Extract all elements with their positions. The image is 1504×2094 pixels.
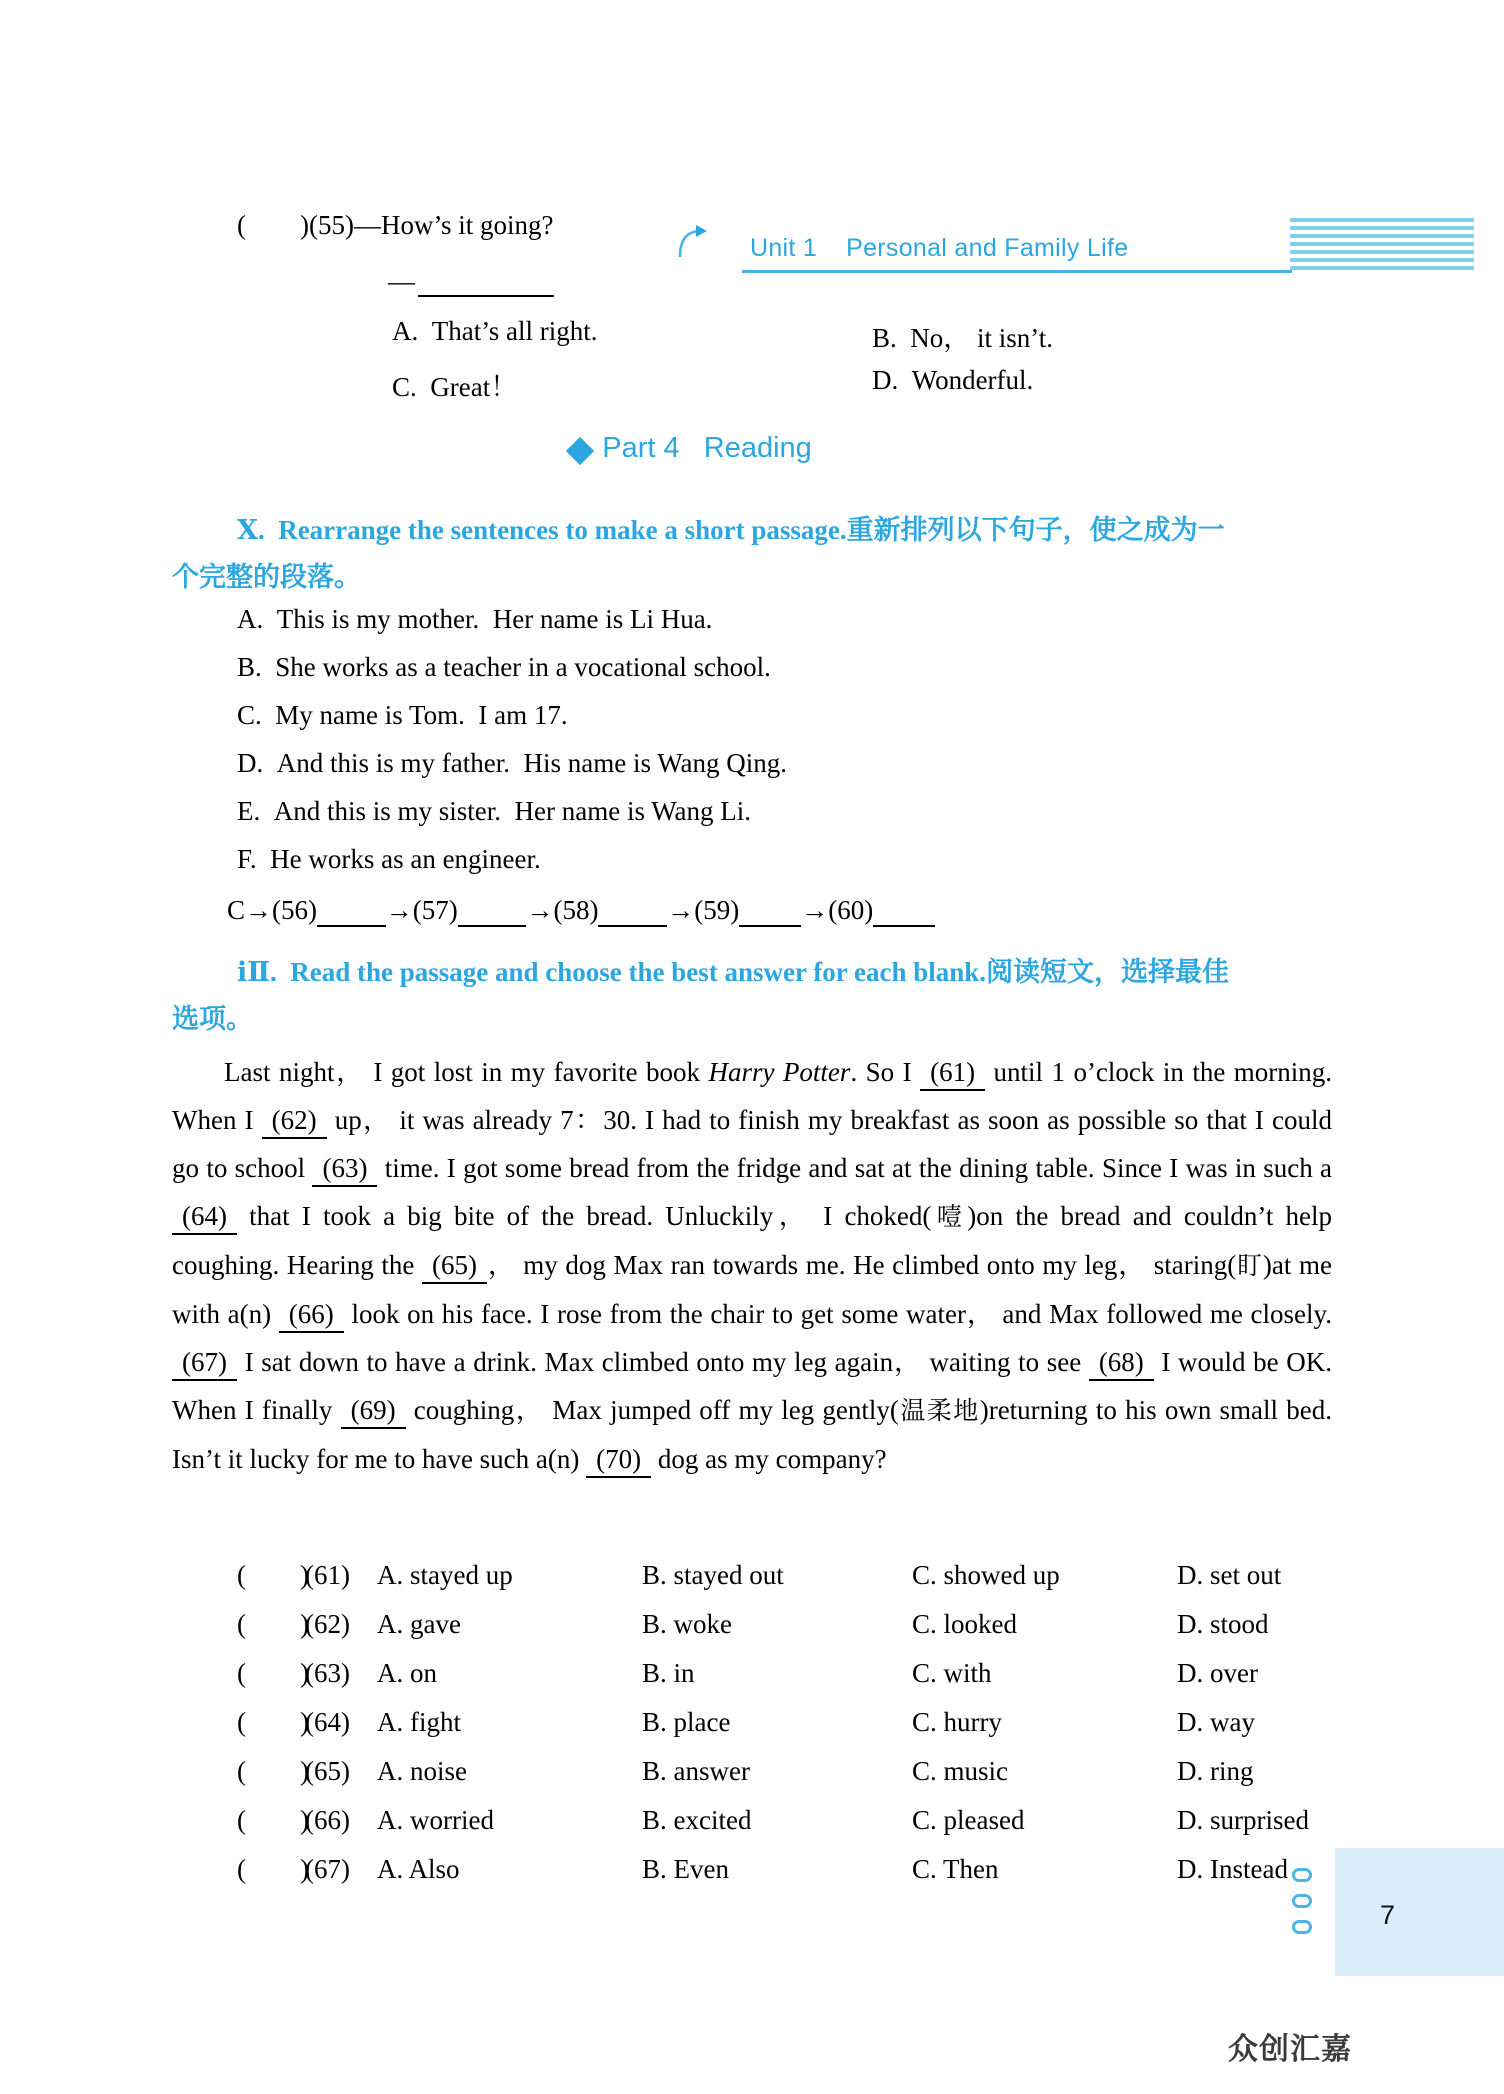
question-text: —How’s it going? <box>353 210 554 240</box>
passage-blank-70[interactable]: (70) <box>586 1444 651 1478</box>
cloze-answer-row <box>237 1756 1337 1805</box>
passage-blank-68[interactable]: (68) <box>1089 1347 1154 1381</box>
chain-item-57: (57) <box>412 895 458 925</box>
passage-gloss-cn-11: 噎 <box>931 1202 968 1231</box>
blank-number-62: (62) <box>305 1609 350 1639</box>
sentence-c-text: My name is Tom. I am 17. <box>275 700 568 730</box>
chain-blank-59[interactable] <box>739 895 801 927</box>
rearrange-sentence-f[interactable] <box>237 844 541 875</box>
curved-arrow-icon <box>676 224 710 258</box>
sentence-a-key: A. <box>237 604 264 634</box>
choice-d-63[interactable]: D. over <box>1177 1658 1258 1688</box>
passage-text-2: . So I <box>850 1057 921 1087</box>
passage-text-4: until 1 o’clock in the morning. When I <box>172 1057 1333 1135</box>
chain-item-56: (56) <box>272 895 317 925</box>
answer-bracket-61[interactable]: ( ) <box>237 1560 309 1590</box>
choice-d-65[interactable]: D. ring <box>1177 1756 1254 1786</box>
blank-number-61: (61) <box>305 1560 350 1590</box>
header-unit-title: Personal and Family Life <box>846 234 1129 262</box>
choice-c-61[interactable]: C. showed up <box>912 1560 1060 1590</box>
choice-a-64[interactable]: A. fight <box>377 1707 461 1737</box>
section-xii-title-en: Read the passage and choose the best answer for each blank. <box>290 957 987 987</box>
section-xi-number: Ⅹ. <box>237 515 265 545</box>
choice-d-62[interactable]: D. stood <box>1177 1609 1269 1639</box>
passage-blank-69[interactable]: (69) <box>341 1395 406 1429</box>
page-number-tab <box>1335 1848 1504 1976</box>
cloze-answer-row <box>237 1560 1337 1609</box>
question-55-reply-dash: — <box>388 266 415 296</box>
option-b[interactable] <box>872 316 1053 355</box>
chain-item-58: (58) <box>553 895 599 925</box>
passage-text-8: time. I got some bread from the fridge and sat at the dining table. Since I was in such a <box>377 1153 1333 1183</box>
cloze-answer-row <box>237 1707 1337 1756</box>
option-c[interactable] <box>392 365 517 404</box>
option-a-text: That’s all right. <box>431 316 598 346</box>
passage-text-10: that I took a big bite of the bread. Unluckily， I choked( <box>236 1201 932 1231</box>
choice-c-67[interactable]: C. Then <box>912 1854 999 1884</box>
header-unit-label: Unit 1 <box>750 234 818 262</box>
choice-c-66[interactable]: C. pleased <box>912 1805 1025 1835</box>
blank-number-66: (66) <box>305 1805 350 1835</box>
blank-number-63: (63) <box>305 1658 350 1688</box>
sentence-e-key: E. <box>237 796 261 826</box>
chain-blank-56[interactable] <box>317 895 386 927</box>
passage-blank-65[interactable]: (65) <box>422 1250 487 1284</box>
answer-bracket-67[interactable]: ( ) <box>237 1854 309 1884</box>
rearrange-sentence-a[interactable] <box>237 604 712 635</box>
section-xii-heading-line2: 选项。 <box>172 1004 253 1035</box>
choice-b-67[interactable]: B. Even <box>642 1854 729 1884</box>
cloze-answer-row <box>237 1854 1337 1903</box>
cloze-answer-row <box>237 1658 1337 1707</box>
passage-text-28: dog as my company? <box>651 1444 887 1474</box>
choice-a-67[interactable]: A. Also <box>377 1854 460 1884</box>
choice-a-63[interactable]: A. on <box>377 1658 437 1688</box>
answer-bracket[interactable]: ( ) <box>237 210 309 240</box>
passage-text-24: coughing， Max jumped off my leg gently( <box>405 1395 899 1425</box>
choice-b-64[interactable]: B. place <box>642 1707 731 1737</box>
blank-number-67: (67) <box>305 1854 350 1884</box>
chain-blank-57[interactable] <box>458 895 527 927</box>
rearrange-sentence-c[interactable] <box>237 700 568 731</box>
chain-item-60: (60) <box>828 895 874 925</box>
sentence-d-text: And this is my father. His name is Wang Qing. <box>276 748 788 778</box>
choice-c-62[interactable]: C. looked <box>912 1609 1017 1639</box>
chain-blank-58[interactable] <box>598 895 667 927</box>
footer-watermark: 众创汇嘉 <box>1228 2032 1352 2067</box>
chain-item-59: (59) <box>694 895 740 925</box>
option-d-key: D. <box>872 365 899 395</box>
passage-text-22: I would be OK. When I finally <box>172 1347 1332 1425</box>
passage-text-0: Last night， I got lost in my favorite book <box>224 1057 709 1087</box>
section-xi-heading-line2: 个完整的段落。 <box>172 562 361 593</box>
answer-bracket-66[interactable]: ( ) <box>237 1805 309 1835</box>
choice-b-65[interactable]: B. answer <box>642 1756 750 1786</box>
part-title: Reading <box>703 432 812 464</box>
passage-blank-67[interactable]: (67) <box>172 1347 237 1381</box>
passage-text-16: )at me with a(n) <box>172 1250 1332 1329</box>
passage-blank-63[interactable]: (63) <box>312 1153 377 1187</box>
option-a-key: A. <box>392 316 419 346</box>
passage-text-26: )returning to his own small bed. Isn’t it lucky for me to have such a(n) <box>172 1395 1332 1474</box>
sentence-f-text: He works as an engineer. <box>270 844 541 874</box>
option-d-text: Wonderful. <box>911 365 1034 395</box>
header-title <box>750 234 1128 263</box>
chain-blank-60[interactable] <box>873 895 935 927</box>
option-d[interactable] <box>872 365 1033 396</box>
binding-rings-decoration <box>1292 1868 1312 1946</box>
rearrange-answer-chain[interactable]: C→(56) →(57) →(58) →(59) →(60) <box>227 895 935 926</box>
passage-gloss-cn-25: 温柔地 <box>898 1396 980 1425</box>
choice-c-65[interactable]: C. music <box>912 1756 1009 1786</box>
choice-c-63[interactable]: C. with <box>912 1658 992 1688</box>
choice-d-64[interactable]: D. way <box>1177 1707 1255 1737</box>
question-number: (55) <box>308 210 354 240</box>
option-c-key: C. <box>392 372 417 402</box>
cloze-answer-row <box>237 1609 1337 1658</box>
choice-d-61[interactable]: D. set out <box>1177 1560 1282 1590</box>
cloze-answer-row <box>237 1805 1337 1854</box>
choice-b-63[interactable]: B. in <box>642 1658 695 1688</box>
passage-text-12: )on the bread and couldn’t help coughing. Hearing the <box>172 1201 1332 1280</box>
header-stripes-decoration <box>1290 218 1474 274</box>
passage-text-20: I sat down to have a drink. Max climbed onto my leg again， waiting to see <box>236 1347 1089 1377</box>
answer-bracket-63[interactable]: ( ) <box>237 1658 309 1688</box>
passage-text-6: up， it was already 7：30. I had to finish my breakfast as soon as possible so that I could go to school <box>172 1105 1332 1183</box>
choice-d-66[interactable]: D. surprised <box>1177 1805 1309 1835</box>
choice-b-66[interactable]: B. excited <box>642 1805 752 1835</box>
sentence-c-key: C. <box>237 700 262 730</box>
sentence-b-key: B. <box>237 652 262 682</box>
answer-bracket-62[interactable]: ( ) <box>237 1609 309 1639</box>
chain-start: C <box>227 895 246 925</box>
choice-b-61[interactable]: B. stayed out <box>642 1560 784 1590</box>
passage-book-title: Harry Potter <box>708 1057 851 1087</box>
sentence-d-key: D. <box>237 748 264 778</box>
question-55-answer-blank[interactable] <box>418 295 554 297</box>
page-number: 7 <box>1380 1900 1396 1930</box>
cloze-answer-grid <box>237 1560 1337 1903</box>
passage-blank-62[interactable]: (62) <box>262 1105 327 1139</box>
choice-c-64[interactable]: C. hurry <box>912 1707 1002 1737</box>
passage-gloss-cn-15: 盯 <box>1236 1251 1263 1280</box>
rearrange-sentence-d[interactable] <box>237 748 787 779</box>
sentence-f-key: F. <box>237 844 257 874</box>
option-b-text: No， it isn’t. <box>910 323 1054 353</box>
choice-a-61[interactable]: A. stayed up <box>377 1560 513 1590</box>
question-55-stem <box>237 212 553 239</box>
cloze-passage <box>172 1048 1332 1483</box>
section-xii-heading-line1 <box>237 950 1229 989</box>
sentence-b-text: She works as a teacher in a vocational school. <box>275 652 771 682</box>
section-xi-heading-line1 <box>237 508 1225 547</box>
answer-bracket-64[interactable]: ( ) <box>237 1707 309 1737</box>
option-b-key: B. <box>872 323 897 353</box>
passage-text-14: ， my dog Max ran towards me. He climbed onto my leg， staring( <box>486 1250 1237 1280</box>
answer-bracket-65[interactable]: ( ) <box>237 1756 309 1786</box>
section-xii-number: ⅰⅡ. <box>237 957 277 987</box>
blank-number-64: (64) <box>305 1707 350 1737</box>
section-xi-title-en: Rearrange the sentences to make a short passage. <box>278 515 847 545</box>
choice-a-65[interactable]: A. noise <box>377 1756 467 1786</box>
rearrange-sentence-e[interactable] <box>237 796 751 827</box>
part-heading <box>570 432 812 465</box>
passage-blank-64[interactable]: (64) <box>172 1201 237 1235</box>
sentence-e-text: And this is my sister. Her name is Wang Li. <box>273 796 752 826</box>
option-a[interactable] <box>392 316 597 347</box>
header-rule <box>742 270 1292 273</box>
passage-blank-61[interactable]: (61) <box>920 1057 985 1091</box>
section-xii-title-cn-1: 阅读短文，选择最佳 <box>986 957 1230 988</box>
choice-d-67[interactable]: D. Instead <box>1177 1854 1288 1884</box>
choice-a-66[interactable]: A. worried <box>377 1805 494 1835</box>
passage-blank-66[interactable]: (66) <box>279 1299 344 1333</box>
choice-b-62[interactable]: B. woke <box>642 1609 732 1639</box>
passage-text-18: look on his face. I rose from the chair to get some water， and Max followed me closely. <box>343 1299 1332 1329</box>
rearrange-sentence-b[interactable] <box>237 652 771 683</box>
section-xi-title-cn-1: 重新排列以下句子，使之成为一 <box>846 515 1225 546</box>
blank-number-65: (65) <box>305 1756 350 1786</box>
sentence-a-text: This is my mother. Her name is Li Hua. <box>276 604 713 634</box>
part-label: Part 4 <box>602 432 680 464</box>
choice-a-62[interactable]: A. gave <box>377 1609 461 1639</box>
option-c-text: Great！ <box>430 372 518 402</box>
